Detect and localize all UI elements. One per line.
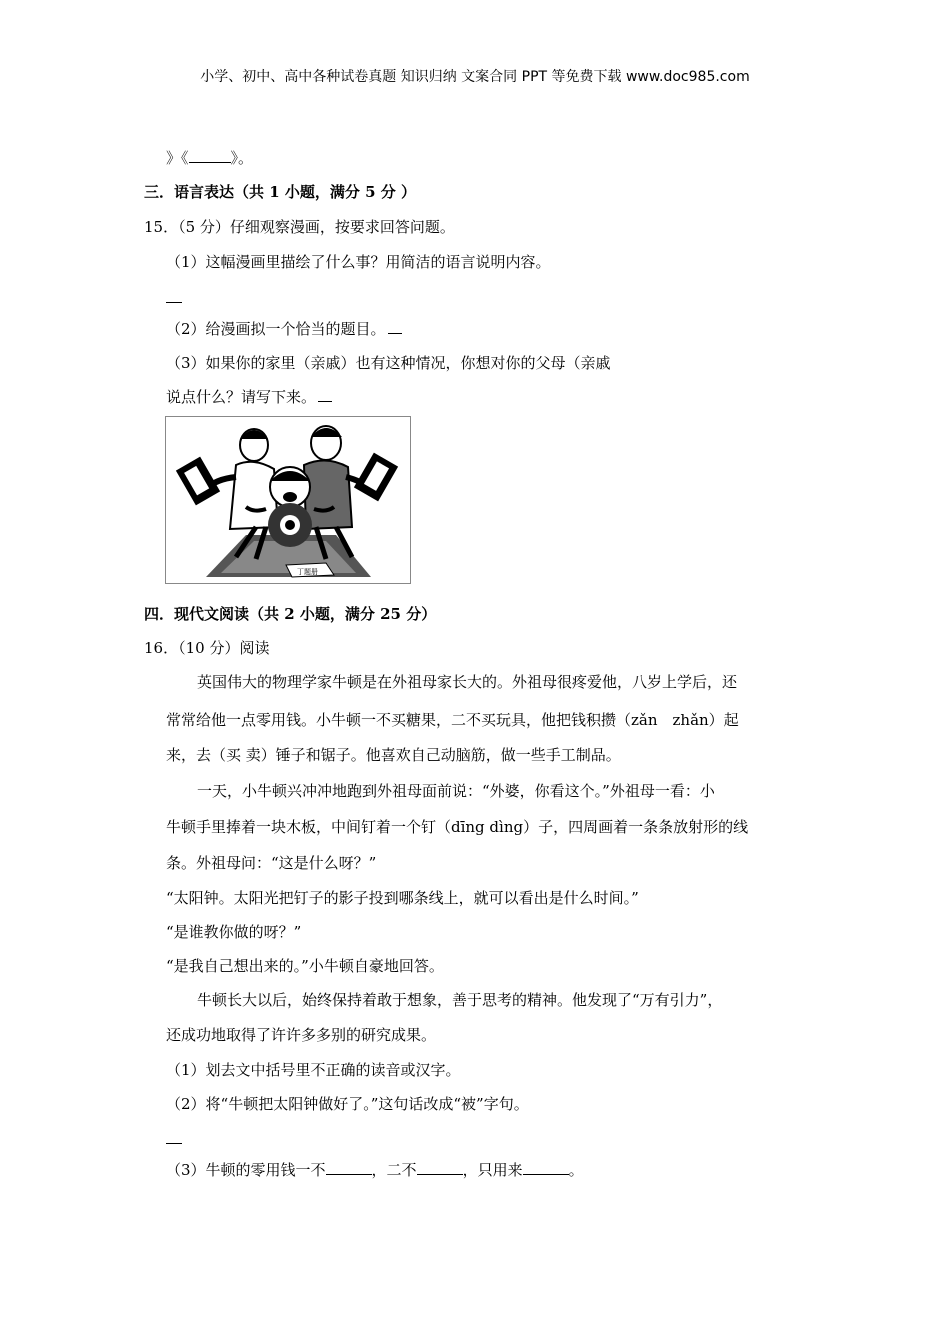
passage-para1-line3: 来，去（买 卖）锤子和锯子。他喜欢自己动脑筋，做一些手工制品。: [166, 746, 621, 764]
book-label: 丁题册: [297, 568, 318, 576]
q15-part3-line2: [166, 387, 332, 407]
page-header: 小学、初中、高中各种试卷真题 知识归纳 文案合同 PPT 等免费下载 www.doc985.com: [200, 69, 750, 85]
q15-part3-answer-blank[interactable]: [318, 387, 332, 402]
passage-para2-line3: 条。外祖母问：“这是什么呀？”: [166, 854, 377, 872]
q16-sub3: [166, 1160, 584, 1180]
q15-stem: 15．（5 分）仔细观察漫画，按要求回答问题。: [144, 218, 455, 236]
fragment-right: 》。: [230, 149, 254, 167]
q16-sub2: （2）将“牛顿把太阳钟做好了。”这句话改成“被”字句。: [166, 1095, 529, 1113]
q16-sub3-blank-3[interactable]: [523, 1160, 569, 1175]
q16-sub3-blank-1[interactable]: [326, 1160, 372, 1175]
cartoon-image: [165, 416, 411, 584]
passage-para2-line2: 牛顿手里捧着一块木板，中间钉着一个钉（dīng dìng）子，四周画着一条条放射形的线: [166, 818, 749, 836]
q16-sub3-text-a: （3）牛顿的零用钱一不: [166, 1161, 326, 1179]
q15-part1: （1）这幅漫画里描绘了什么事？用简洁的语言说明内容。: [166, 253, 551, 271]
q15-part1-answer-blank[interactable]: [166, 302, 182, 303]
q16-sub1: （1）划去文中括号里不正确的读音或汉字。: [166, 1061, 461, 1079]
passage-para3-line1: 牛顿长大以后，始终保持着敢于想象，善于思考的精神。他发现了“万有引力”，: [197, 991, 723, 1009]
q15-part3-line1: （3）如果你的家里（亲戚）也有这种情况，你想对你的父母（亲戚: [166, 354, 611, 372]
q15-part2: [166, 319, 402, 339]
fragment-left: 》《: [166, 149, 189, 167]
q15-part2-answer-blank[interactable]: [388, 319, 402, 334]
q16-sub3-text-c: ，只用来: [462, 1161, 523, 1179]
q16-sub3-text-b: ，二不: [371, 1161, 417, 1179]
q15-part3-text: 说点什么？请写下来。: [166, 388, 317, 406]
q16-sub2-answer-blank[interactable]: [166, 1143, 182, 1144]
cartoon-drawing: [166, 417, 410, 583]
section4-title: 四．现代文阅读（共 2 小题，满分 25 分）: [144, 605, 437, 623]
passage-para1-line2: 常常给他一点零用钱。小牛顿一不买糖果，二不买玩具，他把钱积攒（zǎn zhǎn）起: [166, 711, 739, 729]
q16-stem: 16．（10 分）阅读: [144, 639, 270, 657]
q16-sub3-blank-2[interactable]: [417, 1160, 463, 1175]
top-fragment: [166, 148, 253, 168]
q15-part2-text: （2）给漫画拟一个恰当的题目。: [166, 320, 386, 338]
section3-title: 三．语言表达（共 1 小题，满分 5 分 ）: [144, 183, 416, 201]
passage-para3-line2: 还成功地取得了许许多多别的研究成果。: [166, 1026, 437, 1044]
passage-para1-line1: 英国伟大的物理学家牛顿是在外祖母家长大的。外祖母很疼爱他，八岁上学后，还: [197, 673, 738, 691]
passage-dialogue-1: “太阳钟。太阳光把钉子的影子投到哪条线上，就可以看出是什么时间。”: [166, 889, 639, 907]
passage-dialogue-3: “是我自己想出来的。”小牛顿自豪地回答。: [166, 957, 444, 975]
answer-blank[interactable]: [189, 148, 231, 163]
passage-dialogue-2: “是谁教你做的呀？”: [166, 923, 302, 941]
passage-para2-line1: 一天，小牛顿兴冲冲地跑到外祖母面前说：“外婆，你看这个。”外祖母一看：小: [197, 782, 715, 800]
q16-sub3-text-d: 。: [568, 1161, 584, 1179]
